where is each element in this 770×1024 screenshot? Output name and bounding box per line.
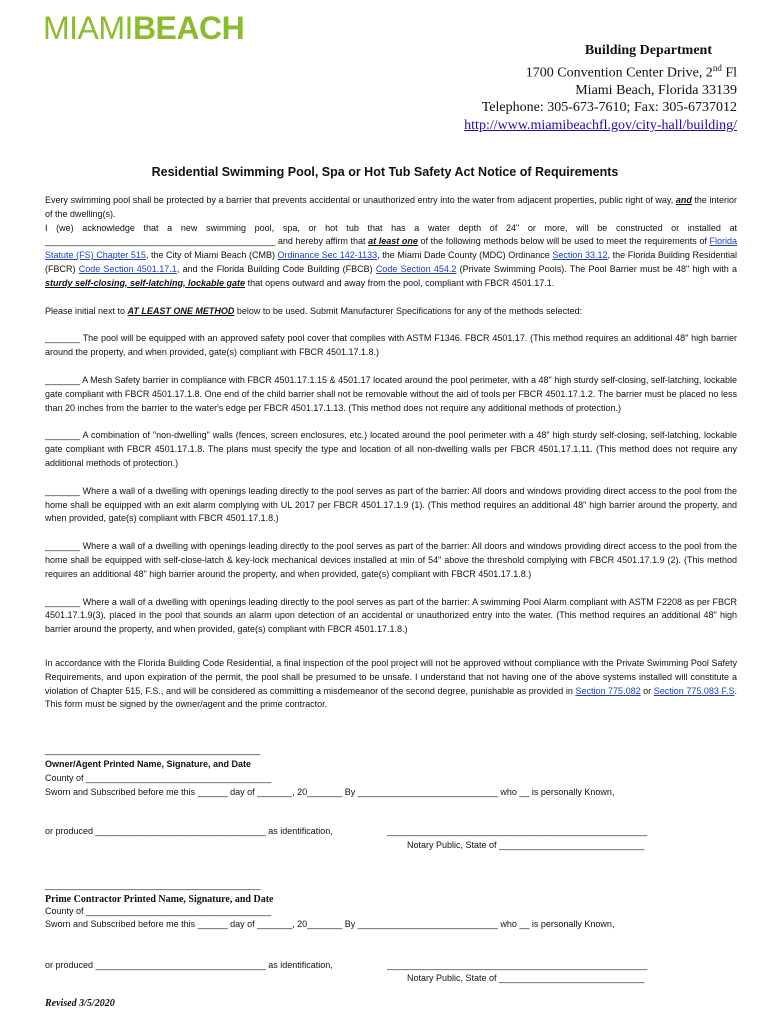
method-option-5: _______ Where a wall of a dwelling with openings leading directly to the pool serves as part of the barrier: All doors and windows providing direct access to the pool from the home shall be equipped with self-close-latch & key-lock mechanical devices installed at min of 54" above the threshold complying with FBCR 4501.17.1.9 (2). (This method requires an additional 48" high barrier around the property, and when provided, gate(s) compliant with FBCR 4501.17.1.8.) xyxy=(45,541,737,579)
instruction-text: below to be used. Submit Manufacturer Specifications for any of the methods selected: xyxy=(234,305,583,316)
section-775-083-link[interactable]: Section 775.083 F.S xyxy=(653,685,735,696)
document-body xyxy=(45,194,737,712)
emphasis-and: and xyxy=(675,195,692,205)
emphasis-at-least-one: at least one xyxy=(368,236,418,247)
address-line-1 xyxy=(464,60,737,82)
method-option-1: _______ The pool will be equipped with an approved safety pool cover that complies with ASTM F1346. FBCR 4501.17. (This method requires an additional 48" high barrier around the property, and when provided, gate(s) compliant with FBCR 4501.17.1.8.) xyxy=(45,333,737,358)
method-option-3: _______ A combination of "non-dwelling" walls (fences, screen enclosures, etc.) located around the pool perimeter with a 48" high sturdy self-closing, self-latching, lockable gate compliant with FBCR 4501.17.1.8. The plans must specify the type and location of all non-dwelling walls per FBCR 4501.17.1.11. (This method does not require any additional methods of protection.) xyxy=(45,430,737,468)
intro-paragraph-1 xyxy=(45,194,737,222)
fbcb-code-link[interactable]: Code Section 454.2 xyxy=(375,263,457,274)
owner-produced-line[interactable]: or produced __________________________________ as identification, xyxy=(45,826,333,836)
miami-beach-logo xyxy=(43,12,244,44)
intro-text: of the following methods below will be used to meet the requirements of xyxy=(417,236,710,247)
closing-text: or xyxy=(640,685,654,696)
page-title: Residential Swimming Pool, Spa or Hot Tub Safety Act Notice of Requirements xyxy=(151,165,619,179)
address-floor: Fl xyxy=(721,65,737,81)
intro-text: , the City of Miami Beach (CMB) xyxy=(145,250,278,261)
method-option-4: _______ Where a wall of a dwelling with openings leading directly to the pool serves as part of the barrier: All doors and windows providing direct access to the pool from the home shall be equipped with an exit alarm complying with UL 2017 per FBCR 4501.17.1.9 (1). (This method requires an additional 48" high barrier around the property, and when provided, gate(s) compliant with FBCR 4501.17.1.8.) xyxy=(45,485,737,524)
emphasis-at-least-one-method: AT LEAST ONE METHOD xyxy=(127,305,235,316)
department-name: Building Department xyxy=(584,43,712,58)
intro-text: (Private Swimming Pools). The Pool Barrier must be 48" high with a xyxy=(456,263,738,274)
contractor-sworn-line[interactable]: Sworn and Subscribed before me this ______ day of _______, 20_______ By ____________________________ who __ is personally Known, xyxy=(45,919,615,929)
contractor-signature-label: Prime Contractor Printed Name, Signature, and Date xyxy=(45,894,274,905)
method-option-6: _______ Where a wall of a dwelling with openings leading directly to the pool serves as part of the barrier: A swimming Pool Alarm compliant with ASTM F2208 as per FBCR 4501.17.1.9(3), placed in the pool that sounds an alarm upon detection of an accidental or unauthorized entry into the water. (This method requires an additional 48" high barrier around the property, and when provided, gate(s) compliant with FBCR 4501.17.1.8.) xyxy=(45,596,737,635)
address-street: 1700 Convention Center Drive, 2 xyxy=(525,65,713,81)
contractor-produced-line[interactable]: or produced __________________________________ as identification, xyxy=(45,960,333,970)
emphasis-gate: sturdy self-closing, self-latching, lockable gate xyxy=(45,277,246,288)
logo-beach: BEACH xyxy=(132,10,245,46)
contractor-notary-signature-line[interactable]: ____________________________________________________ xyxy=(387,960,648,970)
address-floor-suffix: nd xyxy=(712,62,722,73)
department-address-block xyxy=(464,42,737,134)
ordinance-link[interactable]: Ordinance Sec 142-1133 xyxy=(277,250,378,261)
owner-notary-signature-line[interactable]: ____________________________________________________ xyxy=(387,826,648,836)
intro-text: Every swimming pool shall be protected by a barrier that prevents accidental or unauthorized entry into the water from adjacent properties, public right of way, xyxy=(45,195,676,205)
owner-signature-line[interactable]: ___________________________________________ xyxy=(45,745,261,755)
revision-date: Revised 3/5/2020 xyxy=(45,998,115,1009)
method-option-2: _______ A Mesh Safety barrier in compliance with FBCR 4501.17.1.15 & 4501.17 located around the pool perimeter, with a 48" high sturdy self-closing, self-latching, lockable gate compliant with FBCR 4501.17.1.8. One end of the child barrier shall not be removable without the aid of tools per FBCR 4501.17.1.2. The barrier must be placed no less than 20 inches from the barrier to the water's edge per FBCR 4501.17.1.13. (This method does not require any additional methods of protection.) xyxy=(45,374,737,413)
logo-miami: MIAMI xyxy=(43,10,133,46)
department-url-link[interactable]: http://www.miamibeachfl.gov/city-hall/building/ xyxy=(464,117,737,133)
closing-text: In accordance with the Florida Building Code Residential, a final inspection of the pool project will not be approved without compliance with the Private Swimming Pool Safety Requirements, and upon expiration of the permit, the pool shall be presumed to be unsafe. I understand that not having one of the above systems installed will constitute a violation of Chapter 515, F.S., and will be considered as committing a misdemeanor of the second degree, punishable as provided in xyxy=(45,657,737,696)
intro-text: , and the Florida Building Code Building (FBCB) xyxy=(176,263,376,274)
fbcr-code-link[interactable]: Code Section 4501.17.1 xyxy=(78,263,177,274)
intro-text: , the Miami Dade County (MDC) Ordinance xyxy=(377,250,553,261)
address-line-2: Miami Beach, Florida 33139 xyxy=(575,82,737,98)
contractor-county-field[interactable]: County of _____________________________________ xyxy=(45,906,272,916)
intro-text: I (we) acknowledge that a new swimming pool, spa, or hot tub that has a water depth of 24" or more, will be constructed or installed at ______________________________________________ and hereby affirm that xyxy=(45,222,737,247)
owner-notary-state[interactable]: Notary Public, State of _____________________________ xyxy=(407,840,645,850)
florida-statute-link[interactable]: Florida Statute (FS) Chapter 515 xyxy=(45,236,737,261)
instruction-paragraph xyxy=(45,305,737,319)
contractor-signature-line[interactable]: ___________________________________________ xyxy=(45,880,261,890)
owner-county-field[interactable]: County of _____________________________________ xyxy=(45,773,272,783)
closing-text: . This form must be signed by the owner/agent and the prime contractor. xyxy=(45,685,737,710)
contractor-notary-state[interactable]: Notary Public, State of _____________________________ xyxy=(407,973,645,983)
closing-paragraph xyxy=(45,657,737,712)
intro-text: the interior of the dwelling(s). xyxy=(45,195,737,219)
telephone-fax: Telephone: 305-673-7610; Fax: 305-6737012 xyxy=(481,100,737,116)
section-775-082-link[interactable]: Section 775.082 xyxy=(575,685,641,696)
intro-text: , the Florida Building Residential (FBCR) xyxy=(45,250,737,274)
instruction-text: Please initial next to xyxy=(45,305,128,316)
section-33-12-link[interactable]: Section 33.12 xyxy=(552,250,608,261)
owner-sworn-line[interactable]: Sworn and Subscribed before me this ______ day of _______, 20_______ By ____________________________ who __ is personally Known, xyxy=(45,787,615,797)
intro-paragraph-2 xyxy=(45,222,737,291)
intro-text: that opens outward and away from the pool, compliant with FBCR 4501.17.1. xyxy=(245,277,555,288)
owner-signature-label: Owner/Agent Printed Name, Signature, and Date xyxy=(45,759,252,769)
